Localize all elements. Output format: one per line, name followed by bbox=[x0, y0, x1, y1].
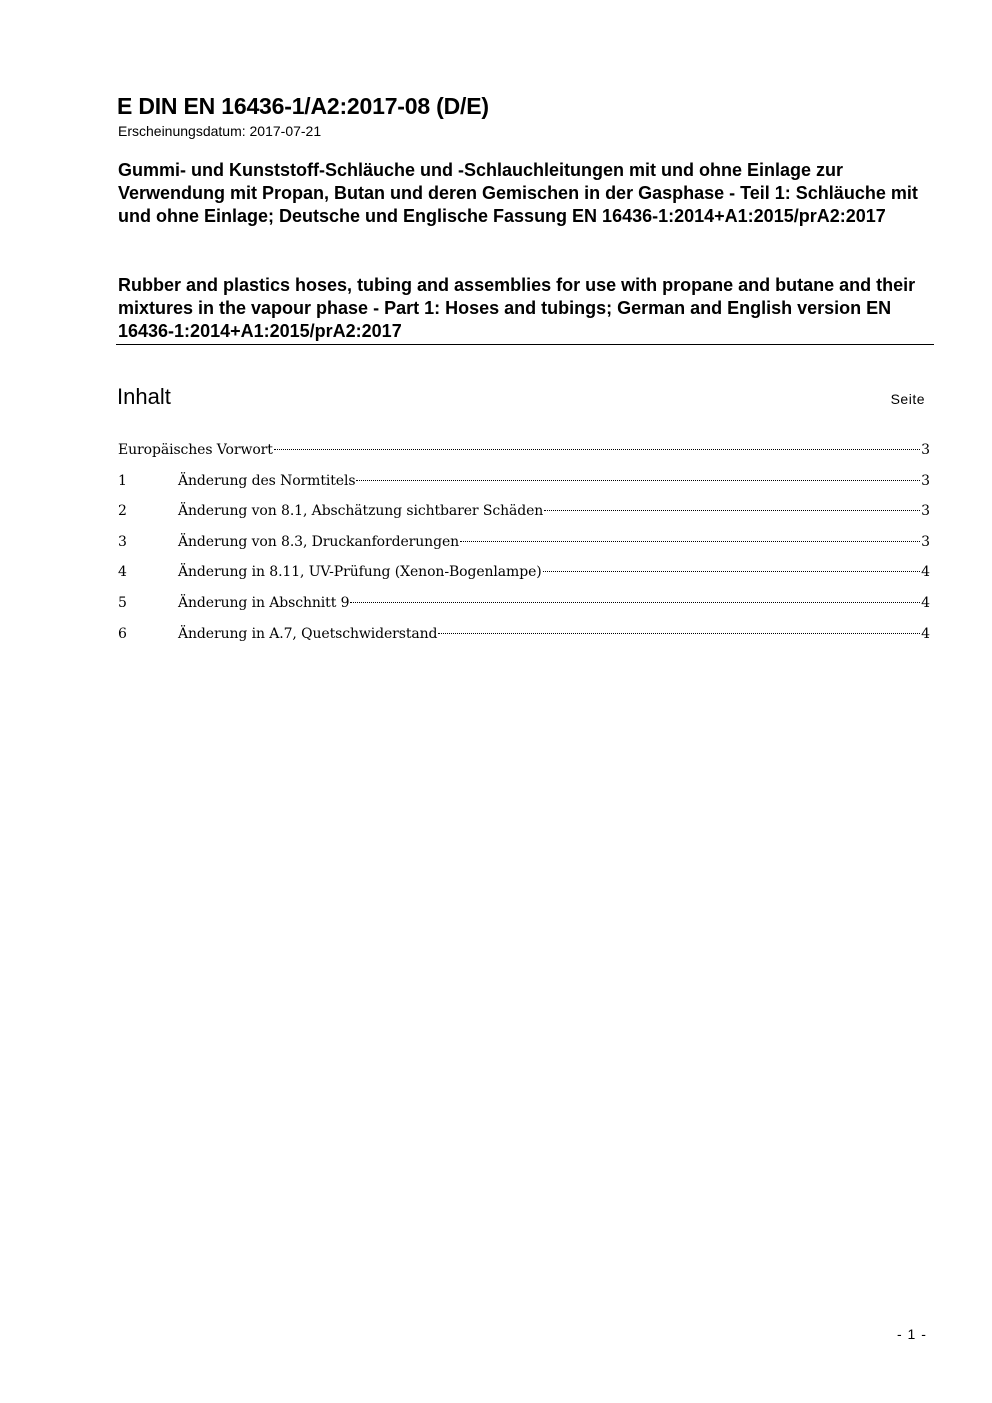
toc-entry-page: 3 bbox=[921, 442, 930, 458]
document-id: E DIN EN 16436-1/A2:2017-08 (D/E) bbox=[117, 93, 489, 119]
publication-date: Erscheinungsdatum: 2017-07-21 bbox=[118, 123, 322, 139]
toc-dot-leader bbox=[356, 480, 920, 481]
toc-title: Inhalt bbox=[117, 384, 171, 409]
page-number: - 1 - bbox=[897, 1326, 927, 1342]
toc-entry-page: 4 bbox=[921, 564, 930, 581]
toc-entry-text: Europäisches Vorwort bbox=[118, 442, 273, 458]
toc-entry-6[interactable] bbox=[118, 624, 930, 655]
toc-dot-leader bbox=[274, 449, 920, 450]
toc-page-label: Seite bbox=[890, 391, 925, 407]
toc-entry-page: 3 bbox=[921, 472, 930, 489]
toc-entry-number: 3 bbox=[118, 533, 127, 550]
toc-entry-text: Änderung in 8.11, UV-Prüfung (Xenon-Bogenlampe) bbox=[178, 564, 542, 581]
toc-entry-foreword[interactable] bbox=[118, 440, 930, 471]
toc-dot-leader bbox=[544, 510, 920, 511]
header-divider bbox=[116, 344, 934, 345]
toc-dot-leader bbox=[460, 541, 920, 542]
toc-entry-page: 3 bbox=[921, 503, 930, 520]
toc-dot-leader bbox=[438, 633, 920, 634]
table-of-contents bbox=[118, 440, 930, 654]
toc-entry-text: Änderung in Abschnitt 9 bbox=[178, 594, 350, 611]
toc-entry-4[interactable] bbox=[118, 562, 930, 593]
toc-entry-number: 2 bbox=[118, 503, 127, 520]
toc-dot-leader bbox=[543, 571, 920, 572]
toc-entry-number: 6 bbox=[118, 625, 127, 642]
toc-entry-number: 4 bbox=[118, 564, 127, 581]
toc-heading bbox=[117, 384, 927, 414]
toc-entry-number: 5 bbox=[118, 594, 127, 611]
toc-entry-page: 4 bbox=[921, 594, 930, 611]
toc-entry-5[interactable] bbox=[118, 593, 930, 624]
toc-entry-page: 3 bbox=[921, 533, 930, 550]
toc-entry-2[interactable] bbox=[118, 501, 930, 532]
toc-entry-number: 1 bbox=[118, 472, 127, 489]
toc-entry-text: Änderung von 8.1, Abschätzung sichtbarer Schäden bbox=[178, 503, 544, 520]
toc-entry-text: Änderung von 8.3, Druckanforderungen bbox=[178, 533, 460, 550]
document-header bbox=[117, 92, 934, 140]
title-english: Rubber and plastics hoses, tubing and assemblies for use with propane and butane and their mixtures in the vapour phase - Part 1: Hoses and tubings; German and English version EN 16436-1:2014+A1:2015/prA2:2017 bbox=[118, 275, 916, 342]
toc-entry-text: Änderung des Normtitels bbox=[178, 472, 356, 489]
title-german: Gummi- und Kunststoff-Schläuche und -Schlauchleitungen mit und ohne Einlage zur Verwendung mit Propan, Butan und deren Gemischen in der Gasphase - Teil 1: Schläuche mit und ohne Einlage; Deutsche und Englische Fassung EN 16436-1:2014+A1:2015/prA2:2017 bbox=[118, 160, 918, 227]
toc-dot-leader bbox=[350, 602, 920, 603]
toc-entry-3[interactable] bbox=[118, 532, 930, 563]
toc-entry-text: Änderung in A.7, Quetschwiderstand bbox=[178, 625, 438, 642]
toc-entry-1[interactable] bbox=[118, 471, 930, 502]
toc-entry-page: 4 bbox=[921, 625, 930, 642]
